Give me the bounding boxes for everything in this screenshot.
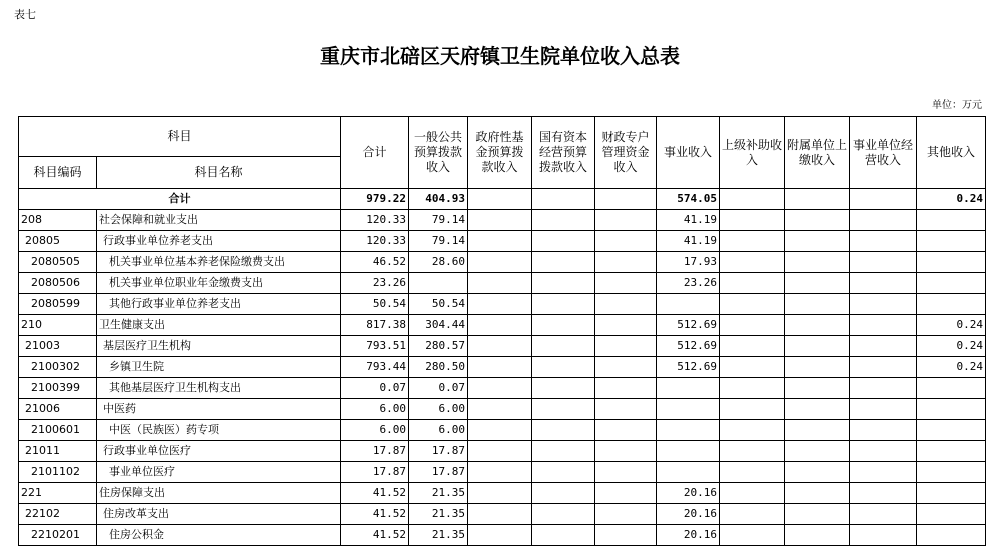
table-row (19, 462, 986, 483)
cell-fiscal-special (595, 483, 657, 504)
cell-fiscal-special (595, 294, 657, 315)
cell-superior-subsidy (720, 273, 785, 294)
table-row (19, 252, 986, 273)
table-row (19, 210, 986, 231)
page-title: 重庆市北碚区天府镇卫生院单位收入总表 (320, 44, 680, 68)
table-row (19, 357, 986, 378)
cell-superior-subsidy (720, 441, 785, 462)
cell-other (917, 483, 986, 504)
cell-state-capital (532, 294, 595, 315)
header-superior-subsidy: 上级补助收入 (720, 117, 785, 189)
cell-other (917, 441, 986, 462)
cell-other: 0.24 (917, 315, 986, 336)
table-row (19, 399, 986, 420)
table-row (19, 231, 986, 252)
cell-business: 41.19 (657, 231, 720, 252)
cell-fiscal-special (595, 210, 657, 231)
cell-fiscal-special (595, 189, 657, 210)
table-row (19, 483, 986, 504)
cell-operating (850, 357, 917, 378)
cell-name: 事业单位医疗 (97, 462, 341, 483)
cell-operating (850, 273, 917, 294)
cell-fiscal-special (595, 462, 657, 483)
cell-code: 22102 (19, 504, 97, 525)
cell-business: 512.69 (657, 357, 720, 378)
cell-superior-subsidy (720, 483, 785, 504)
cell-other (917, 378, 986, 399)
cell-state-capital (532, 420, 595, 441)
cell-operating (850, 504, 917, 525)
cell-name: 行政事业单位医疗 (97, 441, 341, 462)
cell-code: 2100601 (19, 420, 97, 441)
cell-total: 17.87 (341, 441, 409, 462)
cell-affiliated (785, 315, 850, 336)
cell-total: 6.00 (341, 420, 409, 441)
cell-affiliated (785, 420, 850, 441)
cell-business: 20.16 (657, 525, 720, 546)
cell-total: 120.33 (341, 231, 409, 252)
cell-operating (850, 420, 917, 441)
cell-name: 社会保障和就业支出 (97, 210, 341, 231)
cell-superior-subsidy (720, 315, 785, 336)
table-row (19, 294, 986, 315)
cell-name: 机关事业单位职业年金缴费支出 (97, 273, 341, 294)
table-number-label: 表七 (14, 8, 36, 21)
cell-other: 0.24 (917, 189, 986, 210)
cell-operating (850, 231, 917, 252)
cell-state-capital (532, 231, 595, 252)
cell-other (917, 462, 986, 483)
cell-general-budget (409, 273, 468, 294)
cell-state-capital (532, 252, 595, 273)
header-operating: 事业单位经营收入 (850, 117, 917, 189)
cell-code: 208 (19, 210, 97, 231)
header-general-budget: 一般公共预算拨款收入 (409, 117, 468, 189)
cell-operating (850, 189, 917, 210)
cell-state-capital (532, 441, 595, 462)
cell-gov-fund (468, 336, 532, 357)
cell-total: 46.52 (341, 252, 409, 273)
cell-total: 41.52 (341, 483, 409, 504)
cell-fiscal-special (595, 357, 657, 378)
cell-other (917, 210, 986, 231)
cell-name: 基层医疗卫生机构 (97, 336, 341, 357)
cell-affiliated (785, 273, 850, 294)
cell-code: 2101102 (19, 462, 97, 483)
cell-affiliated (785, 525, 850, 546)
cell-name: 中医药 (97, 399, 341, 420)
cell-state-capital (532, 189, 595, 210)
cell-gov-fund (468, 525, 532, 546)
cell-affiliated (785, 294, 850, 315)
cell-code: 2100399 (19, 378, 97, 399)
cell-business (657, 294, 720, 315)
cell-business: 20.16 (657, 504, 720, 525)
cell-code: 21011 (19, 441, 97, 462)
cell-superior-subsidy (720, 378, 785, 399)
header-fiscal-special: 财政专户管理资金收入 (595, 117, 657, 189)
cell-fiscal-special (595, 273, 657, 294)
header-name: 科目名称 (97, 157, 341, 189)
cell-affiliated (785, 231, 850, 252)
cell-other (917, 273, 986, 294)
cell-general-budget: 0.07 (409, 378, 468, 399)
cell-other (917, 399, 986, 420)
cell-code: 20805 (19, 231, 97, 252)
cell-name: 中医（民族医）药专项 (97, 420, 341, 441)
cell-fiscal-special (595, 378, 657, 399)
cell-general-budget: 280.50 (409, 357, 468, 378)
cell-gov-fund (468, 483, 532, 504)
cell-other (917, 294, 986, 315)
table-row (19, 315, 986, 336)
cell-other (917, 231, 986, 252)
cell-operating (850, 252, 917, 273)
cell-affiliated (785, 336, 850, 357)
cell-state-capital (532, 273, 595, 294)
cell-gov-fund (468, 315, 532, 336)
cell-code: 2210201 (19, 525, 97, 546)
cell-superior-subsidy (720, 420, 785, 441)
cell-affiliated (785, 378, 850, 399)
cell-state-capital (532, 357, 595, 378)
cell-total: 23.26 (341, 273, 409, 294)
cell-code: 210 (19, 315, 97, 336)
cell-business (657, 399, 720, 420)
cell-general-budget: 21.35 (409, 483, 468, 504)
cell-gov-fund (468, 210, 532, 231)
cell-business (657, 441, 720, 462)
table-row (19, 378, 986, 399)
cell-fiscal-special (595, 252, 657, 273)
table-row (19, 273, 986, 294)
cell-fiscal-special (595, 441, 657, 462)
cell-operating (850, 336, 917, 357)
cell-code: 221 (19, 483, 97, 504)
income-summary-table (18, 116, 986, 546)
cell-gov-fund (468, 420, 532, 441)
cell-business: 17.93 (657, 252, 720, 273)
cell-superior-subsidy (720, 399, 785, 420)
cell-state-capital (532, 378, 595, 399)
cell-superior-subsidy (720, 189, 785, 210)
cell-operating (850, 525, 917, 546)
cell-fiscal-special (595, 504, 657, 525)
cell-affiliated (785, 357, 850, 378)
cell-business: 512.69 (657, 336, 720, 357)
cell-total: 793.51 (341, 336, 409, 357)
cell-affiliated (785, 462, 850, 483)
unit-label: 单位：万元 (932, 100, 982, 111)
cell-gov-fund (468, 231, 532, 252)
cell-business: 574.05 (657, 189, 720, 210)
cell-state-capital (532, 525, 595, 546)
cell-fiscal-special (595, 336, 657, 357)
cell-general-budget: 50.54 (409, 294, 468, 315)
cell-fiscal-special (595, 231, 657, 252)
cell-total: 793.44 (341, 357, 409, 378)
cell-name: 卫生健康支出 (97, 315, 341, 336)
cell-total: 120.33 (341, 210, 409, 231)
table-row (19, 525, 986, 546)
table-row (19, 420, 986, 441)
cell-gov-fund (468, 462, 532, 483)
cell-business: 512.69 (657, 315, 720, 336)
cell-state-capital (532, 336, 595, 357)
cell-affiliated (785, 504, 850, 525)
cell-superior-subsidy (720, 357, 785, 378)
header-code: 科目编码 (19, 157, 97, 189)
header-gov-fund: 政府性基金预算拨款收入 (468, 117, 532, 189)
cell-code: 2080505 (19, 252, 97, 273)
cell-state-capital (532, 399, 595, 420)
cell-name: 乡镇卫生院 (97, 357, 341, 378)
cell-fiscal-special (595, 420, 657, 441)
cell-code: 2080599 (19, 294, 97, 315)
cell-gov-fund (468, 399, 532, 420)
cell-gov-fund (468, 378, 532, 399)
cell-general-budget: 21.35 (409, 504, 468, 525)
cell-superior-subsidy (720, 294, 785, 315)
cell-other: 0.24 (917, 336, 986, 357)
cell-gov-fund (468, 357, 532, 378)
cell-total: 817.38 (341, 315, 409, 336)
cell-superior-subsidy (720, 525, 785, 546)
cell-superior-subsidy (720, 252, 785, 273)
cell-state-capital (532, 483, 595, 504)
cell-operating (850, 483, 917, 504)
cell-code: 2100302 (19, 357, 97, 378)
cell-general-budget: 79.14 (409, 210, 468, 231)
cell-operating (850, 294, 917, 315)
cell-fiscal-special (595, 399, 657, 420)
cell-general-budget: 304.44 (409, 315, 468, 336)
cell-total: 50.54 (341, 294, 409, 315)
cell-code: 21003 (19, 336, 97, 357)
table-row (19, 504, 986, 525)
cell-business: 23.26 (657, 273, 720, 294)
cell-general-budget: 79.14 (409, 231, 468, 252)
cell-name: 其他基层医疗卫生机构支出 (97, 378, 341, 399)
cell-business (657, 462, 720, 483)
cell-total: 17.87 (341, 462, 409, 483)
cell-affiliated (785, 399, 850, 420)
cell-other (917, 420, 986, 441)
cell-total: 0.07 (341, 378, 409, 399)
header-total: 合计 (341, 117, 409, 189)
table-row (19, 441, 986, 462)
cell-fiscal-special (595, 315, 657, 336)
table-row (19, 336, 986, 357)
cell-affiliated (785, 189, 850, 210)
cell-operating (850, 378, 917, 399)
cell-general-budget: 6.00 (409, 420, 468, 441)
cell-business (657, 378, 720, 399)
cell-general-budget: 21.35 (409, 525, 468, 546)
header-state-capital: 国有资本经营预算拨款收入 (532, 117, 595, 189)
cell-gov-fund (468, 189, 532, 210)
cell-general-budget: 17.87 (409, 462, 468, 483)
cell-name: 机关事业单位基本养老保险缴费支出 (97, 252, 341, 273)
cell-general-budget: 17.87 (409, 441, 468, 462)
cell-operating (850, 441, 917, 462)
header-business: 事业收入 (657, 117, 720, 189)
header-affiliated: 附属单位上缴收入 (785, 117, 850, 189)
header-other: 其他收入 (917, 117, 986, 189)
cell-name: 其他行政事业单位养老支出 (97, 294, 341, 315)
cell-other: 0.24 (917, 357, 986, 378)
cell-other (917, 504, 986, 525)
cell-operating (850, 315, 917, 336)
cell-business: 41.19 (657, 210, 720, 231)
cell-general-budget: 6.00 (409, 399, 468, 420)
cell-affiliated (785, 483, 850, 504)
cell-name: 住房保障支出 (97, 483, 341, 504)
cell-operating (850, 462, 917, 483)
cell-general-budget: 280.57 (409, 336, 468, 357)
cell-operating (850, 399, 917, 420)
cell-superior-subsidy (720, 336, 785, 357)
cell-state-capital (532, 315, 595, 336)
cell-other (917, 525, 986, 546)
cell-superior-subsidy (720, 504, 785, 525)
cell-business (657, 420, 720, 441)
cell-total: 41.52 (341, 525, 409, 546)
total-label: 合计 (19, 189, 341, 210)
cell-operating (850, 210, 917, 231)
cell-general-budget: 404.93 (409, 189, 468, 210)
cell-name: 行政事业单位养老支出 (97, 231, 341, 252)
cell-code: 21006 (19, 399, 97, 420)
cell-name: 住房公积金 (97, 525, 341, 546)
cell-affiliated (785, 252, 850, 273)
cell-state-capital (532, 210, 595, 231)
cell-gov-fund (468, 441, 532, 462)
cell-state-capital (532, 462, 595, 483)
cell-general-budget: 28.60 (409, 252, 468, 273)
cell-name: 住房改革支出 (97, 504, 341, 525)
cell-code: 2080506 (19, 273, 97, 294)
cell-other (917, 252, 986, 273)
cell-gov-fund (468, 294, 532, 315)
cell-state-capital (532, 504, 595, 525)
cell-affiliated (785, 441, 850, 462)
cell-affiliated (785, 210, 850, 231)
cell-total: 6.00 (341, 399, 409, 420)
cell-fiscal-special (595, 525, 657, 546)
cell-gov-fund (468, 273, 532, 294)
cell-total: 41.52 (341, 504, 409, 525)
cell-superior-subsidy (720, 231, 785, 252)
cell-total: 979.22 (341, 189, 409, 210)
cell-business: 20.16 (657, 483, 720, 504)
cell-gov-fund (468, 504, 532, 525)
cell-superior-subsidy (720, 462, 785, 483)
total-row (19, 189, 986, 210)
header-subject: 科目 (19, 117, 341, 157)
cell-gov-fund (468, 252, 532, 273)
cell-superior-subsidy (720, 210, 785, 231)
